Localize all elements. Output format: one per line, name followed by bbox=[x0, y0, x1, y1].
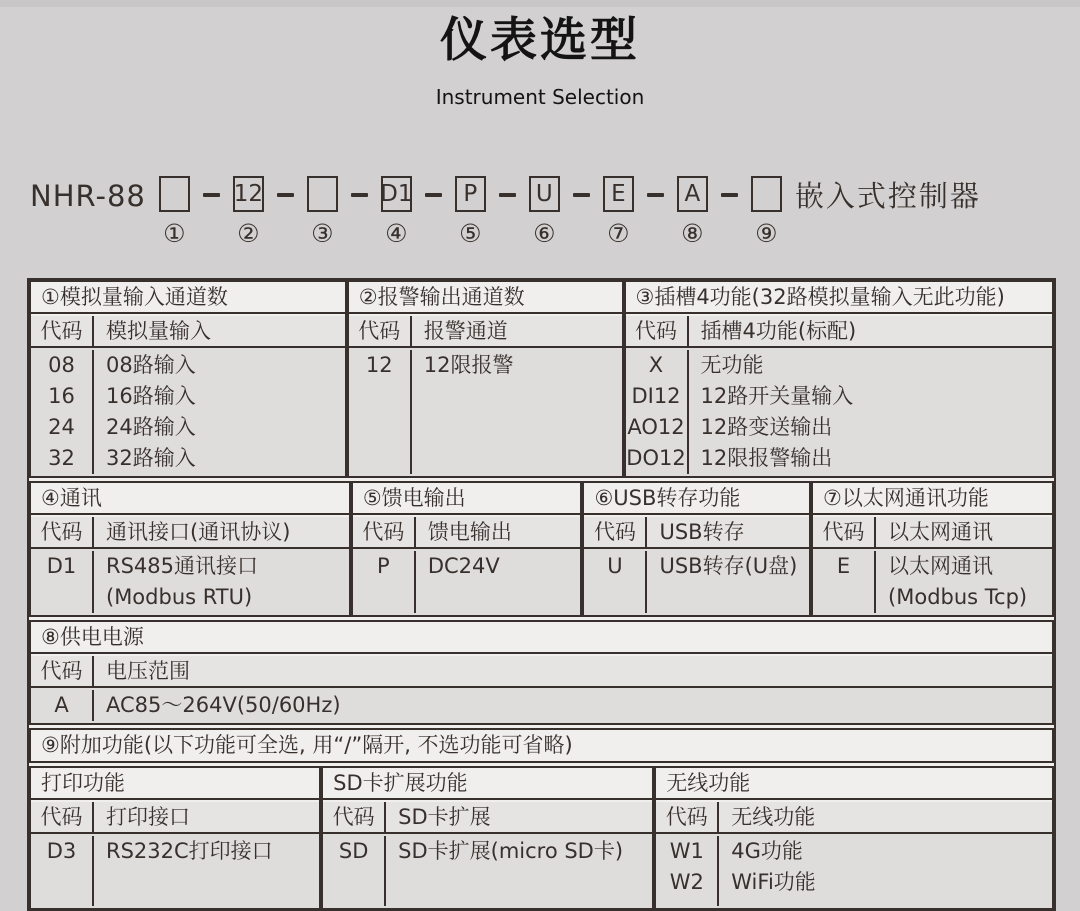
circled-number-7: ⑦ bbox=[607, 219, 630, 248]
model-number-line bbox=[30, 176, 1080, 247]
code-column-header: 代码 bbox=[31, 802, 94, 832]
model-box-1 bbox=[159, 176, 190, 212]
model-box-9 bbox=[751, 176, 782, 212]
page-subtitle: Instrument Selection bbox=[435, 85, 645, 109]
band-2 bbox=[29, 481, 1054, 617]
section-wireless-function bbox=[654, 766, 1054, 910]
code-column-header: 代码 bbox=[323, 802, 386, 832]
section-title: ⑦以太网通讯功能 bbox=[813, 483, 1052, 515]
label-column-header: 插槽4功能(标配) bbox=[700, 319, 857, 343]
section-communication bbox=[29, 481, 351, 617]
label-column-header: 报警通道 bbox=[423, 319, 508, 343]
section-usb-transfer bbox=[582, 481, 811, 617]
label-cell: RS232C打印接口 bbox=[106, 839, 273, 863]
code-column-header: 代码 bbox=[584, 517, 647, 547]
model-box-8: A bbox=[677, 176, 708, 212]
model-slot-6 bbox=[529, 176, 560, 247]
code-cell: D1 bbox=[31, 551, 94, 613]
additional-functions-note: ⑨附加功能(以下功能可全选, 用“/”隔开, 不选功能可省略) bbox=[31, 730, 1052, 761]
section-ethernet-communication bbox=[811, 481, 1054, 617]
code-cell: U bbox=[584, 551, 647, 613]
circled-number-6: ⑥ bbox=[533, 219, 556, 248]
circled-number-4: ④ bbox=[385, 219, 408, 248]
label-column-header: 打印接口 bbox=[106, 805, 190, 829]
section-title: ⑧供电电源 bbox=[31, 622, 1052, 654]
circled-number-2: ② bbox=[237, 219, 260, 248]
dash-separator bbox=[721, 193, 738, 197]
section-sd-card-expansion bbox=[321, 766, 654, 910]
band-3 bbox=[29, 620, 1054, 725]
model-slot-4 bbox=[381, 176, 412, 247]
dash-separator bbox=[425, 193, 442, 197]
code-column-header: 代码 bbox=[31, 517, 94, 547]
model-slot-9 bbox=[751, 176, 782, 247]
label-cell: SD卡扩展(micro SD卡) bbox=[398, 839, 624, 863]
section-analog-input-channels bbox=[29, 280, 347, 478]
code-cell: X DI12 AO12 DO12 bbox=[626, 350, 689, 474]
section-title: 打印功能 bbox=[31, 768, 319, 800]
circled-number-8: ⑧ bbox=[681, 219, 704, 248]
label-cell: USB转存(U盘) bbox=[659, 554, 798, 578]
code-column-header: 代码 bbox=[626, 316, 689, 346]
label-cell: AC85～264V(50/60Hz) bbox=[106, 693, 341, 717]
section-title: ①模拟量输入通道数 bbox=[31, 282, 345, 314]
model-prefix: NHR-88 bbox=[30, 179, 146, 213]
dash-separator bbox=[573, 193, 590, 197]
code-column-header: 代码 bbox=[31, 656, 94, 686]
label-cell: 12限报警 bbox=[423, 353, 514, 377]
label-column-header: 模拟量输入 bbox=[106, 319, 211, 343]
code-column-header: 代码 bbox=[31, 316, 94, 346]
model-slot-2 bbox=[233, 176, 264, 247]
label-column-header: 馈电输出 bbox=[427, 520, 512, 544]
section-title: ④通讯 bbox=[31, 483, 349, 515]
code-cell: D3 bbox=[31, 836, 94, 906]
label-cell: RS485通讯接口 (Modbus RTU) bbox=[106, 554, 259, 609]
label-column-header: 通讯接口(通讯协议) bbox=[106, 520, 291, 544]
circled-number-1: ① bbox=[163, 219, 186, 248]
model-slot-1 bbox=[159, 176, 190, 247]
label-cell: 以太网通讯 (Modbus Tcp) bbox=[888, 554, 1028, 609]
circled-number-5: ⑤ bbox=[459, 219, 482, 248]
section-slot4-function bbox=[624, 280, 1055, 478]
code-column-header: 代码 bbox=[353, 517, 416, 547]
model-box-2: 12 bbox=[233, 176, 264, 212]
dash-separator bbox=[203, 193, 220, 197]
model-box-4: D1 bbox=[381, 176, 412, 212]
selection-table bbox=[27, 278, 1056, 911]
section-title: ⑥USB转存功能 bbox=[584, 483, 809, 515]
label-column-header: USB转存 bbox=[659, 520, 745, 544]
section-alarm-output-channels bbox=[347, 280, 624, 478]
section-title: ⑤馈电输出 bbox=[353, 483, 581, 515]
section-title: ③插槽4功能(32路模拟量输入无此功能) bbox=[626, 282, 1053, 314]
dash-separator bbox=[499, 193, 516, 197]
code-cell: 08 16 24 32 bbox=[31, 350, 94, 474]
section-title: ②报警输出通道数 bbox=[349, 282, 622, 314]
code-cell: A bbox=[31, 690, 94, 721]
model-box-5: P bbox=[455, 176, 486, 212]
model-box-7: E bbox=[603, 176, 634, 212]
section-print-function bbox=[29, 766, 321, 910]
model-box-6: U bbox=[529, 176, 560, 212]
band-1 bbox=[29, 280, 1054, 478]
label-column-header: 电压范围 bbox=[106, 659, 190, 683]
model-slot-5 bbox=[455, 176, 486, 247]
label-column-header: 以太网通讯 bbox=[888, 520, 994, 544]
label-cell: 无功能 12路开关量输入 12路变送输出 12限报警输出 bbox=[700, 353, 854, 470]
circled-number-3: ③ bbox=[311, 219, 334, 248]
dash-separator bbox=[351, 193, 368, 197]
section-additional-functions-note bbox=[29, 728, 1054, 763]
band-additional-note bbox=[29, 728, 1054, 763]
model-slot-3 bbox=[307, 176, 338, 247]
code-cell: 12 bbox=[349, 350, 412, 474]
label-column-header: 无线功能 bbox=[731, 805, 816, 829]
label-cell: 08路输入 16路输入 24路输入 32路输入 bbox=[106, 353, 196, 470]
code-column-header: 代码 bbox=[656, 802, 719, 832]
code-column-header: 代码 bbox=[349, 316, 412, 346]
dash-separator bbox=[277, 193, 294, 197]
model-suffix: 嵌入式控制器 bbox=[794, 179, 981, 213]
label-cell: 4G功能 WiFi功能 bbox=[731, 839, 816, 894]
model-slot-7 bbox=[603, 176, 634, 247]
section-title: SD卡扩展功能 bbox=[323, 768, 652, 800]
page-title: 仪表选型 bbox=[440, 13, 640, 68]
code-column-header: 代码 bbox=[813, 517, 876, 547]
code-cell: SD bbox=[323, 836, 386, 906]
top-strip bbox=[0, 0, 1080, 7]
band-4 bbox=[29, 766, 1054, 910]
model-box-3 bbox=[307, 176, 338, 212]
section-power-supply bbox=[29, 620, 1054, 725]
section-title: 无线功能 bbox=[656, 768, 1052, 800]
section-feed-power-output bbox=[351, 481, 583, 617]
model-slot-8 bbox=[677, 176, 708, 247]
dash-separator bbox=[647, 193, 664, 197]
label-cell: DC24V bbox=[427, 554, 500, 578]
code-cell: E bbox=[813, 551, 876, 613]
code-cell: P bbox=[353, 551, 416, 613]
code-cell: W1 W2 bbox=[656, 836, 719, 906]
circled-number-9: ⑨ bbox=[755, 219, 778, 248]
label-column-header: SD卡扩展 bbox=[398, 805, 491, 829]
